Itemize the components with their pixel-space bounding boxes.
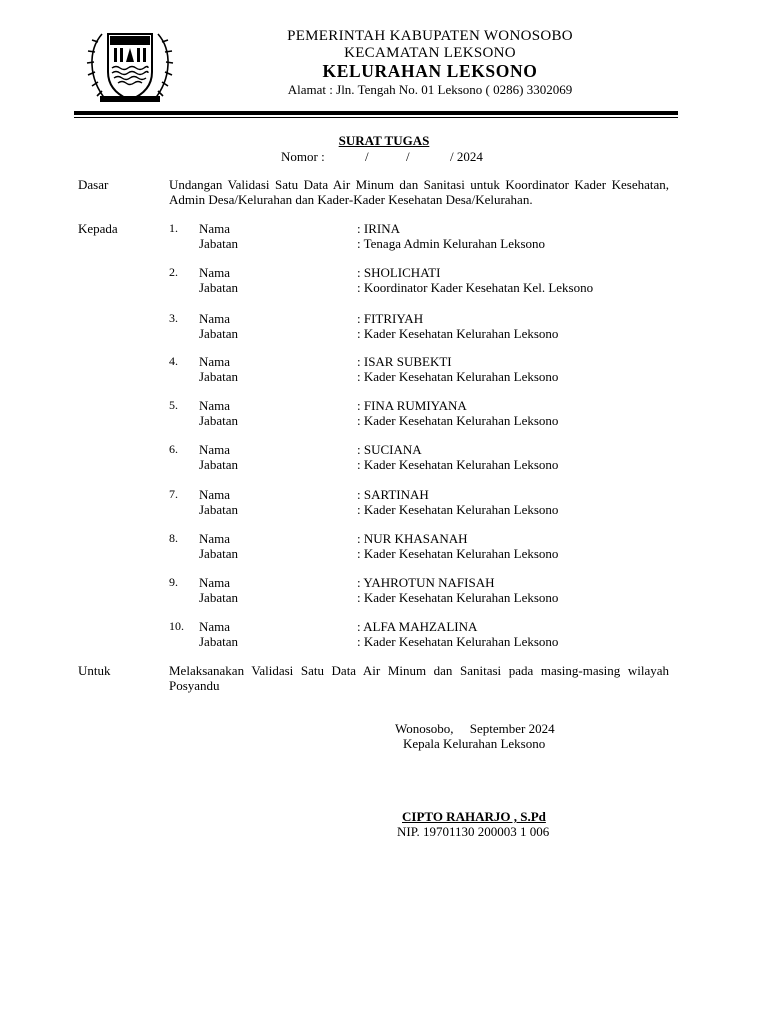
recipient-row: [0, 311, 768, 341]
recipient-nama-label: Nama: [199, 487, 231, 502]
recipient-number: 3.: [169, 311, 178, 325]
recipient-jabatan-value: : Kader Kesehatan Kelurahan Leksono: [357, 502, 559, 517]
recipient-number: 8.: [169, 531, 178, 545]
recipient-jabatan-value: : Kader Kesehatan Kelurahan Leksono: [357, 590, 559, 605]
recipient-jabatan-label: Jabatan: [199, 326, 238, 341]
recipient-number: 1.: [169, 221, 178, 235]
untuk-label: Untuk: [78, 663, 111, 678]
recipient-nama-value: : FINA RUMIYANA: [357, 398, 467, 413]
recipient-nama-label: Nama: [199, 265, 231, 280]
signature-place-date: Wonosobo, September 2024: [395, 721, 555, 736]
recipient-nama-label: Nama: [199, 575, 231, 590]
dasar-text: Undangan Validasi Satu Data Air Minum dan Sanitasi untuk Koordinator Kader Kesehatan, Admin Desa/Kelurahan dan Kader-Kader Kesehatan Desa/Kelurahan.: [169, 177, 669, 207]
recipient-number: 2.: [169, 265, 178, 279]
recipient-jabatan-label: Jabatan: [199, 502, 238, 517]
recipient-jabatan-label: Jabatan: [199, 413, 238, 428]
recipient-nama-value: : YAHROTUN NAFISAH: [357, 575, 495, 590]
recipient-number: 6.: [169, 442, 178, 456]
recipient-row: [0, 442, 768, 472]
nomor-year: / 2024: [450, 149, 483, 164]
recipient-row: [0, 487, 768, 517]
recipient-nama-label: Nama: [199, 221, 231, 236]
recipient-row: [0, 575, 768, 605]
recipient-jabatan-label: Jabatan: [199, 280, 238, 295]
recipient-jabatan-value: : Kader Kesehatan Kelurahan Leksono: [357, 326, 559, 341]
recipient-nama-label: Nama: [199, 354, 231, 369]
recipient-jabatan-value: : Kader Kesehatan Kelurahan Leksono: [357, 634, 559, 649]
recipient-jabatan-label: Jabatan: [199, 590, 238, 605]
recipient-number: 9.: [169, 575, 178, 589]
recipient-jabatan-label: Jabatan: [199, 546, 238, 561]
recipient-nama-label: Nama: [199, 311, 231, 326]
recipient-number: 10.: [169, 619, 184, 633]
recipient-nama-value: : SUCIANA: [357, 442, 422, 457]
recipient-nama-value: : ALFA MAHZALINA: [357, 619, 478, 634]
recipient-nama-value: : ISAR SUBEKTI: [357, 354, 452, 369]
regency-emblem-logo: [84, 26, 176, 106]
kepada-label: Kepada: [78, 221, 118, 236]
recipient-number: 7.: [169, 487, 178, 501]
nomor-slash: /: [365, 149, 369, 164]
header-divider-thin: [74, 117, 678, 118]
recipient-nama-value: : SARTINAH: [357, 487, 429, 502]
recipient-row: [0, 398, 768, 428]
nomor-slash: /: [406, 149, 410, 164]
recipient-nama-label: Nama: [199, 398, 231, 413]
recipient-number: 4.: [169, 354, 178, 368]
recipient-row: [0, 354, 768, 384]
letter-title: SURAT TUGAS: [338, 133, 430, 148]
header-government: PEMERINTAH KABUPATEN WONOSOBO: [287, 28, 573, 44]
recipient-jabatan-value: : Kader Kesehatan Kelurahan Leksono: [357, 369, 559, 384]
header-village: KELURAHAN LEKSONO: [322, 61, 538, 81]
recipient-row: [0, 265, 768, 295]
recipient-jabatan-value: : Kader Kesehatan Kelurahan Leksono: [357, 546, 559, 561]
recipient-number: 5.: [169, 398, 178, 412]
signature-name: CIPTO RAHARJO , S.Pd: [402, 809, 546, 824]
recipient-nama-value: : SHOLICHATI: [357, 265, 441, 280]
recipient-jabatan-label: Jabatan: [199, 236, 238, 251]
recipient-jabatan-label: Jabatan: [199, 457, 238, 472]
recipient-jabatan-label: Jabatan: [199, 634, 238, 649]
recipient-nama-label: Nama: [199, 619, 231, 634]
header-district: KECAMATAN LEKSONO: [344, 45, 516, 61]
signature-nip: NIP. 19701130 200003 1 006: [397, 824, 550, 839]
recipient-nama-value: : IRINA: [357, 221, 400, 236]
recipient-jabatan-value: : Koordinator Kader Kesehatan Kel. Leksono: [357, 280, 594, 295]
dasar-label: Dasar: [78, 177, 109, 192]
recipient-jabatan-value: : Tenaga Admin Kelurahan Leksono: [357, 236, 546, 251]
recipient-nama-value: : FITRIYAH: [357, 311, 424, 326]
recipient-jabatan-value: : Kader Kesehatan Kelurahan Leksono: [357, 457, 559, 472]
recipient-row: [0, 619, 768, 649]
recipient-nama-label: Nama: [199, 531, 231, 546]
recipient-nama-label: Nama: [199, 442, 231, 457]
recipient-jabatan-value: : Kader Kesehatan Kelurahan Leksono: [357, 413, 559, 428]
nomor-label: Nomor :: [281, 149, 325, 164]
header-address: Alamat : Jln. Tengah No. 01 Leksono ( 0286) 3302069: [287, 82, 573, 97]
recipient-nama-value: : NUR KHASANAH: [357, 531, 468, 546]
recipient-row: [0, 221, 768, 251]
recipient-jabatan-label: Jabatan: [199, 369, 238, 384]
recipient-row: [0, 531, 768, 561]
untuk-text: Melaksanakan Validasi Satu Data Air Minum dan Sanitasi pada masing-masing wilayah Posyandu: [169, 663, 669, 693]
signature-position: Kepala Kelurahan Leksono: [403, 736, 546, 751]
header-divider-thick: [74, 111, 678, 115]
